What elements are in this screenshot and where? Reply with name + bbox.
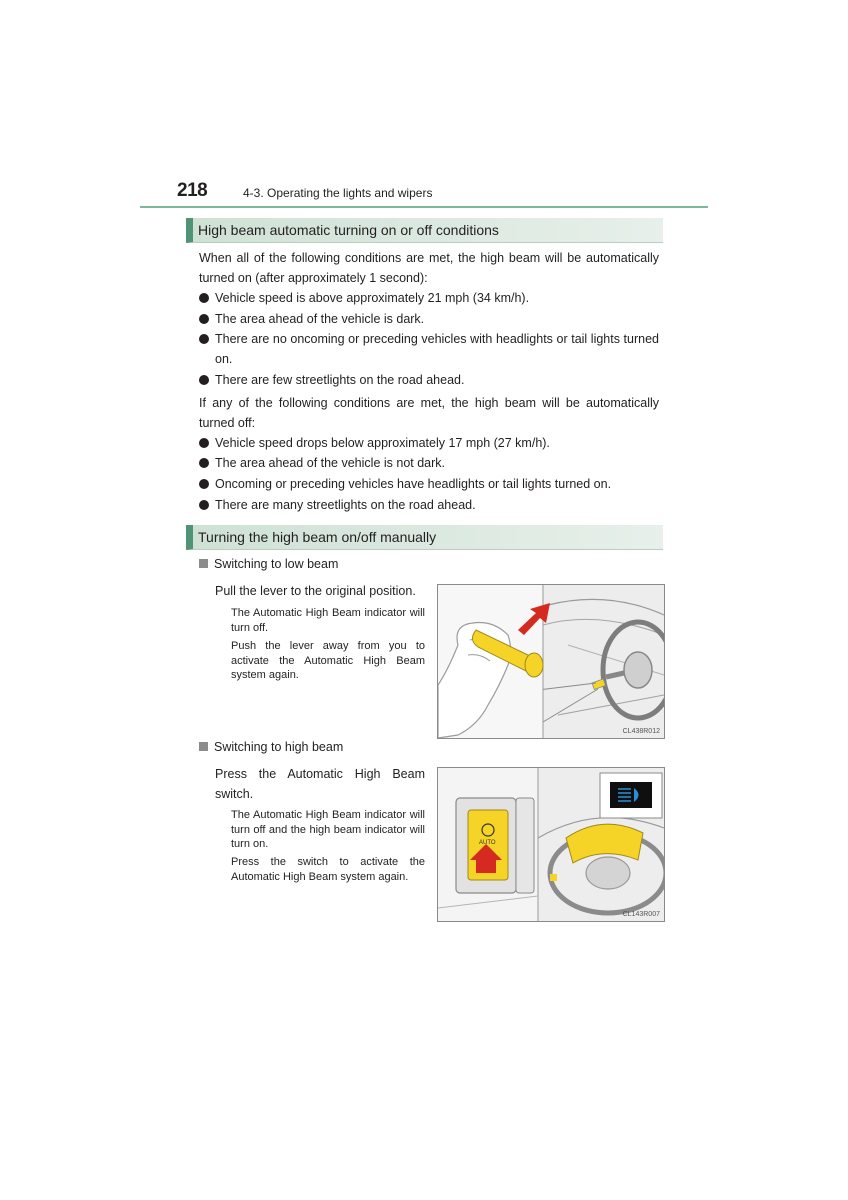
- header-divider: [140, 206, 708, 208]
- low-beam-note-1: The Automatic High Beam indicator will turn off.: [231, 607, 425, 634]
- list-item: The area ahead of the vehicle is dark.: [199, 309, 659, 329]
- figure-code: CL438R012: [622, 728, 660, 735]
- high-beam-instruction: Press the Automatic High Beam switch.: [215, 767, 425, 801]
- switch-illustration: [437, 767, 665, 922]
- list-item: The area ahead of the vehicle is not dark.: [199, 453, 659, 473]
- subheading-high-beam: Switching to high beam: [199, 740, 343, 754]
- lever-drawing: [438, 585, 664, 738]
- switch-label: AUTO: [479, 840, 496, 846]
- bullet-icon: [199, 314, 209, 324]
- section-heading-manual: [186, 525, 663, 550]
- square-bullet-icon: [199, 559, 208, 568]
- chapter-title: 4-3. Operating the lights and wipers: [243, 186, 433, 200]
- square-bullet-icon: [199, 742, 208, 751]
- bullet-icon: [199, 479, 209, 489]
- section-heading-auto-conditions: [186, 218, 663, 243]
- list-item: There are no oncoming or preceding vehicles with headlights or tail lights turned on.: [199, 329, 659, 369]
- subheading-low-beam: Switching to low beam: [199, 557, 338, 571]
- high-beam-note-2: Press the switch to activate the Automatic High Beam system again.: [231, 856, 425, 883]
- low-beam-note-2: Push the lever away from you to activate the Automatic High Beam system again.: [231, 640, 425, 681]
- intro-on-paragraph: When all of the following conditions are met, the high beam will be automatically turned on (after approximately 1 second):: [199, 251, 659, 285]
- intro-off-paragraph: If any of the following conditions are met, the high beam will be automatically turned off:: [199, 396, 659, 430]
- bullet-icon: [199, 334, 209, 344]
- switch-drawing: [438, 768, 664, 921]
- bullet-icon: [199, 438, 209, 448]
- page-header: [140, 178, 708, 208]
- section-title: Turning the high beam on/off manually: [198, 529, 437, 545]
- list-item: Vehicle speed drops below approximately 17 mph (27 km/h).: [199, 433, 659, 453]
- high-beam-note-1: The Automatic High Beam indicator will turn off and the high beam indicator will turn on.: [231, 809, 425, 850]
- list-item: Oncoming or preceding vehicles have headlights or tail lights turned on.: [199, 474, 659, 494]
- list-item: There are many streetlights on the road ahead.: [199, 495, 659, 515]
- lever-illustration: [437, 584, 665, 739]
- low-beam-instruction: Pull the lever to the original position.: [215, 584, 416, 598]
- bullet-icon: [199, 458, 209, 468]
- figure-code: CL143R007: [622, 911, 660, 918]
- bullet-icon: [199, 375, 209, 385]
- list-item: Vehicle speed is above approximately 21 mph (34 km/h).: [199, 288, 659, 308]
- page-number: 218: [177, 180, 208, 201]
- list-item: There are few streetlights on the road ahead.: [199, 370, 659, 390]
- bullet-icon: [199, 293, 209, 303]
- bullet-icon: [199, 500, 209, 510]
- section-title: High beam automatic turning on or off conditions: [198, 222, 499, 238]
